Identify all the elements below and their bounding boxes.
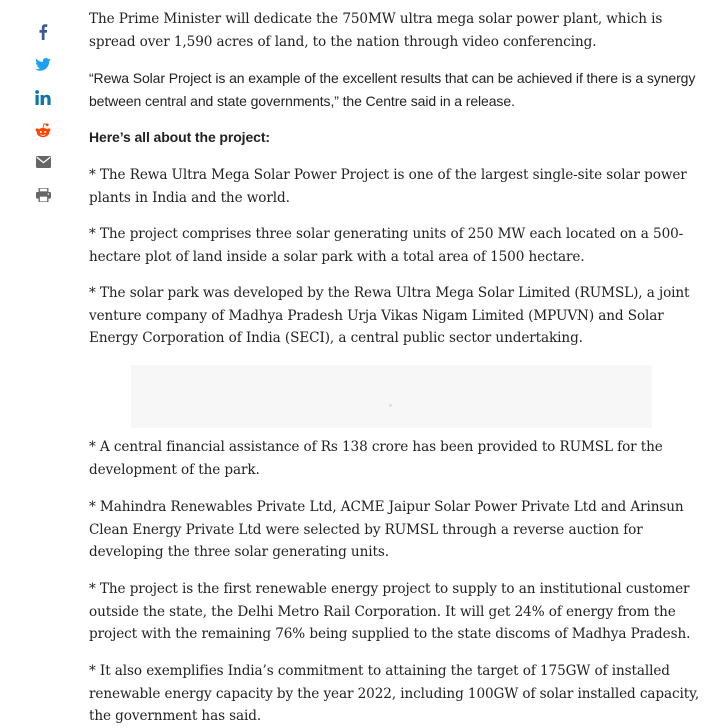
twitter-icon: [35, 58, 51, 71]
email-share-button[interactable]: [31, 152, 55, 172]
article-bullet-paragraph: * The solar park was developed by the Rewa Ultra Mega Solar Limited (RUMSL), a joint venture company of Madhya Pradesh Urja Vikas Nigam Limited (MPUVN) and Solar Energy Corporation of India (SECI), a central public sector undertaking.: [89, 285, 690, 346]
facebook-share-button[interactable]: [31, 22, 55, 42]
article-bullet-paragraph: * It also exemplifies India’s commitment to attaining the target of 175GW of installed renewable energy capacity by the year 2022, including 100GW of solar installed capacity, the government has said.: [89, 663, 700, 724]
linkedin-icon: [35, 90, 51, 105]
twitter-share-button[interactable]: [31, 54, 55, 74]
article-paragraph: The Prime Minister will dedicate the 750MW ultra mega solar power plant, which is spread over 1,590 acres of land, to the nation through video conferencing.: [89, 11, 663, 50]
ad-placeholder: [131, 365, 652, 428]
reddit-icon: [35, 123, 51, 138]
linkedin-share-button[interactable]: [31, 87, 55, 107]
ad-loading-dot: [389, 404, 392, 407]
facebook-icon: [38, 24, 48, 40]
print-button[interactable]: [31, 185, 55, 205]
reddit-share-button[interactable]: [31, 120, 55, 140]
article-quote-paragraph: “Rewa Solar Project is an example of the excellent results that can be achieved if there is a synergy between central and state governments,” the Centre said in a release.: [89, 70, 696, 109]
article-bullet-paragraph: * The Rewa Ultra Mega Solar Power Project is one of the largest single-site solar power plants in India and the world.: [89, 167, 687, 206]
article-subheading: Here’s all about the project:: [89, 129, 270, 145]
mail-icon: [36, 156, 51, 168]
article-bullet-paragraph: * The project comprises three solar generating units of 250 MW each located on a 500-hectare plot of land inside a solar park with a total area of 1500 hectare.: [89, 226, 684, 265]
print-icon: [36, 188, 51, 202]
article-bullet-paragraph: * Mahindra Renewables Private Ltd, ACME Jaipur Solar Power Private Ltd and Arinsun Clean Energy Private Ltd were selected by RUMSL through a reverse auction for developing the three solar generating units.: [89, 499, 684, 560]
article-bullet-paragraph: * A central financial assistance of Rs 138 crore has been provided to RUMSL for the development of the park.: [89, 439, 663, 478]
article-bullet-paragraph: * The project is the first renewable energy project to supply to an institutional customer outside the state, the Delhi Metro Rail Corporation. It will get 24% of energy from the project with the remaining 76% being supplied to the state discoms of Madhya Pradesh.: [89, 581, 691, 642]
